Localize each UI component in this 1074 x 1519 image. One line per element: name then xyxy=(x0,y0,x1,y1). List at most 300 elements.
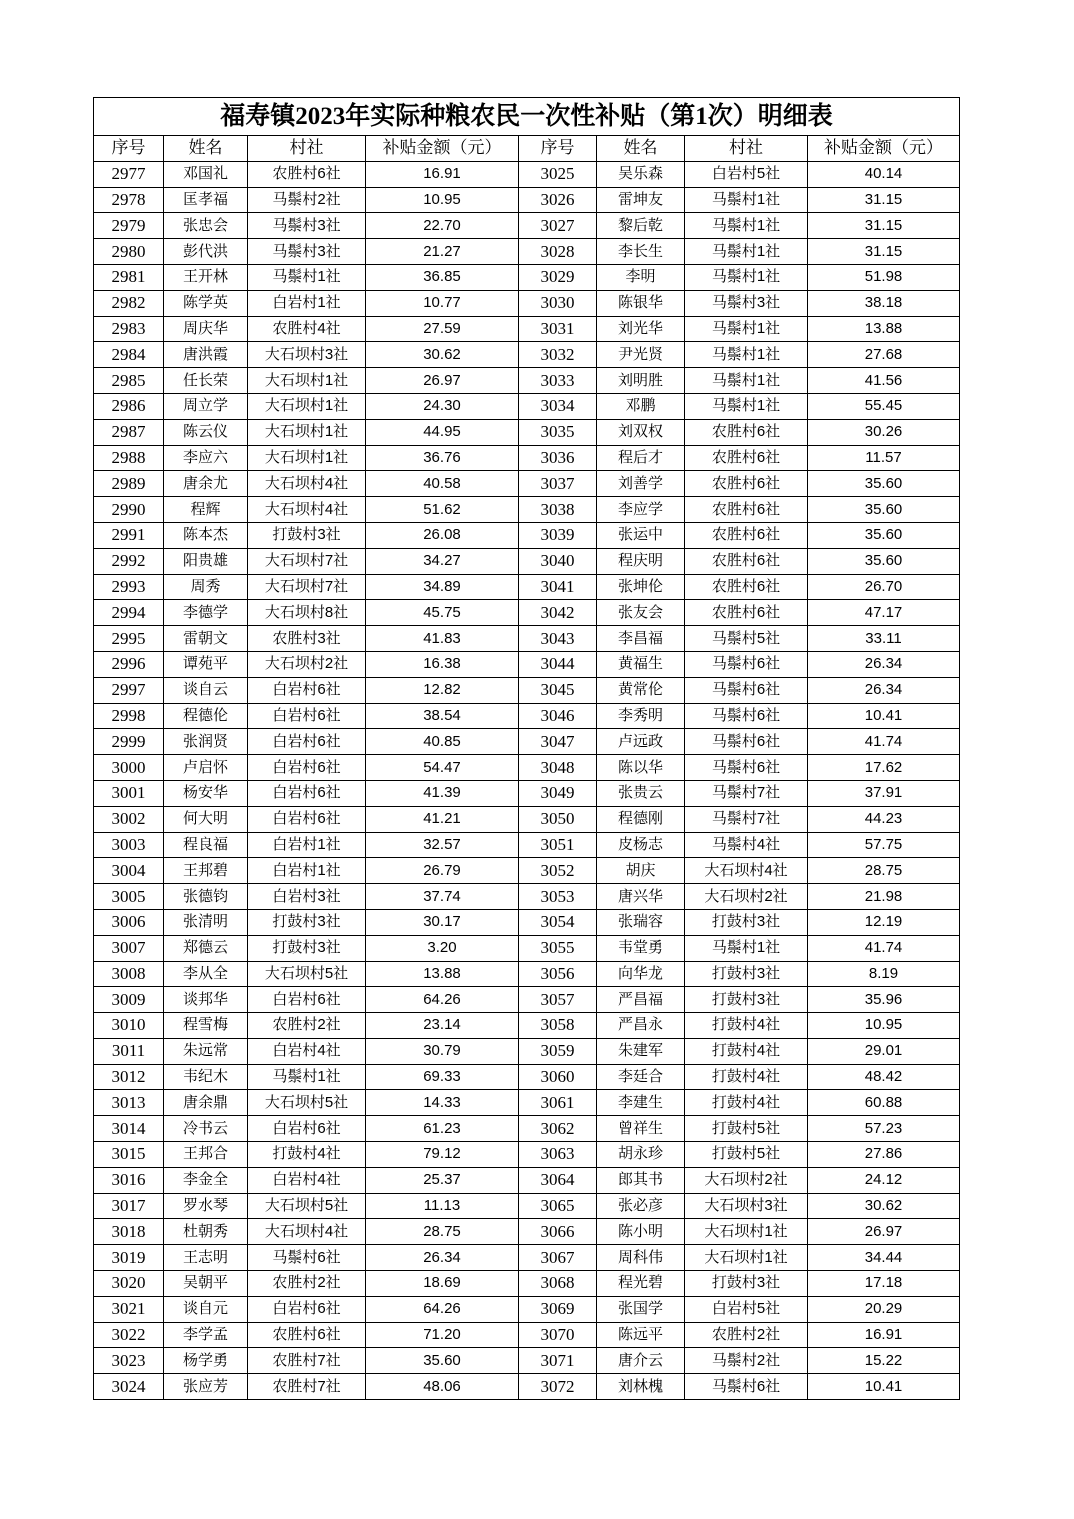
cell-seq: 3054 xyxy=(519,909,597,935)
cell-seq: 3049 xyxy=(519,780,597,806)
cell-seq: 2980 xyxy=(94,239,164,265)
cell-amount: 44.95 xyxy=(366,419,519,445)
cell-village: 马鬃村6社 xyxy=(685,755,808,781)
cell-seq: 3016 xyxy=(94,1167,164,1193)
cell-amount: 34.89 xyxy=(366,574,519,600)
cell-name: 陈本杰 xyxy=(164,522,248,548)
cell-seq: 3066 xyxy=(519,1219,597,1245)
cell-name: 卢启怀 xyxy=(164,755,248,781)
cell-village: 打鼓村4社 xyxy=(685,1064,808,1090)
cell-amount: 30.26 xyxy=(808,419,960,445)
cell-amount: 8.19 xyxy=(808,961,960,987)
cell-name: 张润贤 xyxy=(164,729,248,755)
cell-seq: 3015 xyxy=(94,1142,164,1168)
cell-amount: 30.79 xyxy=(366,1038,519,1064)
cell-seq: 3067 xyxy=(519,1245,597,1271)
cell-name: 周立学 xyxy=(164,393,248,419)
cell-amount: 40.85 xyxy=(366,729,519,755)
cell-amount: 35.96 xyxy=(808,987,960,1013)
cell-village: 白岩村6社 xyxy=(248,755,366,781)
cell-village: 大石坝村4社 xyxy=(248,497,366,523)
cell-name: 李昌福 xyxy=(597,626,685,652)
table-row xyxy=(94,1013,960,1039)
cell-seq: 3058 xyxy=(519,1013,597,1039)
table-row xyxy=(94,548,960,574)
cell-amount: 10.41 xyxy=(808,1374,960,1400)
cell-amount: 17.18 xyxy=(808,1271,960,1297)
cell-name: 彭代洪 xyxy=(164,239,248,265)
cell-name: 雷坤友 xyxy=(597,187,685,213)
cell-village: 大石坝村1社 xyxy=(248,419,366,445)
cell-amount: 48.42 xyxy=(808,1064,960,1090)
cell-seq: 3044 xyxy=(519,651,597,677)
table-row xyxy=(94,1296,960,1322)
table-row xyxy=(94,316,960,342)
cell-seq: 3021 xyxy=(94,1296,164,1322)
cell-amount: 27.86 xyxy=(808,1142,960,1168)
cell-seq: 3072 xyxy=(519,1374,597,1400)
table-row xyxy=(94,909,960,935)
cell-name: 雷朝文 xyxy=(164,626,248,652)
cell-name: 周庆华 xyxy=(164,316,248,342)
cell-village: 打鼓村3社 xyxy=(248,522,366,548)
cell-amount: 38.18 xyxy=(808,290,960,316)
table-row xyxy=(94,1167,960,1193)
cell-name: 邓国礼 xyxy=(164,161,248,187)
cell-seq: 2985 xyxy=(94,368,164,394)
table-row xyxy=(94,651,960,677)
cell-amount: 22.70 xyxy=(366,213,519,239)
cell-village: 马鬃村1社 xyxy=(685,213,808,239)
cell-amount: 34.44 xyxy=(808,1245,960,1271)
cell-seq: 3035 xyxy=(519,419,597,445)
cell-name: 张友会 xyxy=(597,600,685,626)
table-row xyxy=(94,368,960,394)
cell-amount: 32.57 xyxy=(366,832,519,858)
cell-seq: 3010 xyxy=(94,1013,164,1039)
cell-amount: 10.95 xyxy=(366,187,519,213)
cell-amount: 48.06 xyxy=(366,1374,519,1400)
cell-amount: 41.39 xyxy=(366,780,519,806)
cell-seq: 3006 xyxy=(94,909,164,935)
cell-village: 农胜村3社 xyxy=(248,626,366,652)
cell-amount: 37.91 xyxy=(808,780,960,806)
cell-name: 李秀明 xyxy=(597,703,685,729)
table-row xyxy=(94,471,960,497)
cell-village: 大石坝村7社 xyxy=(248,574,366,600)
cell-name: 朱远常 xyxy=(164,1038,248,1064)
cell-village: 大石坝村4社 xyxy=(685,858,808,884)
cell-amount: 35.60 xyxy=(366,1348,519,1374)
table-row xyxy=(94,884,960,910)
cell-amount: 13.88 xyxy=(366,961,519,987)
cell-name: 程良福 xyxy=(164,832,248,858)
cell-seq: 3023 xyxy=(94,1348,164,1374)
table-row xyxy=(94,780,960,806)
cell-amount: 35.60 xyxy=(808,471,960,497)
cell-seq: 3025 xyxy=(519,161,597,187)
cell-amount: 26.79 xyxy=(366,858,519,884)
cell-amount: 26.34 xyxy=(808,651,960,677)
header-village: 村社 xyxy=(685,136,808,162)
cell-seq: 3071 xyxy=(519,1348,597,1374)
cell-village: 打鼓村3社 xyxy=(248,909,366,935)
cell-name: 张德钧 xyxy=(164,884,248,910)
cell-amount: 27.59 xyxy=(366,316,519,342)
cell-village: 大石坝村8社 xyxy=(248,600,366,626)
cell-amount: 18.69 xyxy=(366,1271,519,1297)
cell-amount: 11.13 xyxy=(366,1193,519,1219)
cell-amount: 36.85 xyxy=(366,264,519,290)
cell-seq: 2998 xyxy=(94,703,164,729)
cell-amount: 64.26 xyxy=(366,987,519,1013)
cell-name: 程辉 xyxy=(164,497,248,523)
cell-name: 韦堂勇 xyxy=(597,935,685,961)
cell-village: 打鼓村5社 xyxy=(685,1142,808,1168)
cell-seq: 3000 xyxy=(94,755,164,781)
cell-amount: 51.62 xyxy=(366,497,519,523)
cell-seq: 3014 xyxy=(94,1116,164,1142)
cell-seq: 3026 xyxy=(519,187,597,213)
cell-seq: 3064 xyxy=(519,1167,597,1193)
cell-name: 何大明 xyxy=(164,806,248,832)
cell-seq: 2988 xyxy=(94,445,164,471)
cell-village: 大石坝村7社 xyxy=(248,548,366,574)
cell-seq: 3032 xyxy=(519,342,597,368)
cell-seq: 2997 xyxy=(94,677,164,703)
table-row xyxy=(94,600,960,626)
cell-village: 农胜村7社 xyxy=(248,1348,366,1374)
table-row xyxy=(94,935,960,961)
cell-amount: 11.57 xyxy=(808,445,960,471)
cell-amount: 54.47 xyxy=(366,755,519,781)
cell-name: 胡庆 xyxy=(597,858,685,884)
cell-seq: 2991 xyxy=(94,522,164,548)
cell-name: 周秀 xyxy=(164,574,248,600)
cell-village: 大石坝村1社 xyxy=(248,445,366,471)
table-row xyxy=(94,393,960,419)
cell-amount: 3.20 xyxy=(366,935,519,961)
cell-seq: 2982 xyxy=(94,290,164,316)
cell-village: 白岩村6社 xyxy=(248,806,366,832)
cell-amount: 28.75 xyxy=(366,1219,519,1245)
cell-village: 白岩村6社 xyxy=(248,703,366,729)
cell-village: 大石坝村1社 xyxy=(248,393,366,419)
cell-name: 张必彦 xyxy=(597,1193,685,1219)
table-row xyxy=(94,161,960,187)
cell-name: 程光碧 xyxy=(597,1271,685,1297)
cell-name: 张国学 xyxy=(597,1296,685,1322)
cell-seq: 3017 xyxy=(94,1193,164,1219)
table-row xyxy=(94,1116,960,1142)
cell-name: 王邦碧 xyxy=(164,858,248,884)
cell-name: 王开林 xyxy=(164,264,248,290)
table-row xyxy=(94,497,960,523)
cell-seq: 3061 xyxy=(519,1090,597,1116)
cell-village: 打鼓村4社 xyxy=(685,1013,808,1039)
cell-seq: 2992 xyxy=(94,548,164,574)
cell-name: 陈以华 xyxy=(597,755,685,781)
cell-amount: 29.01 xyxy=(808,1038,960,1064)
cell-seq: 3053 xyxy=(519,884,597,910)
cell-amount: 17.62 xyxy=(808,755,960,781)
cell-seq: 3018 xyxy=(94,1219,164,1245)
cell-village: 打鼓村4社 xyxy=(685,1090,808,1116)
cell-village: 大石坝村1社 xyxy=(685,1245,808,1271)
cell-name: 唐兴华 xyxy=(597,884,685,910)
cell-village: 农胜村2社 xyxy=(685,1322,808,1348)
cell-seq: 3004 xyxy=(94,858,164,884)
cell-amount: 16.91 xyxy=(366,161,519,187)
cell-village: 白岩村1社 xyxy=(248,832,366,858)
cell-village: 马鬃村1社 xyxy=(248,1064,366,1090)
table-row xyxy=(94,239,960,265)
cell-amount: 16.38 xyxy=(366,651,519,677)
cell-village: 马鬃村7社 xyxy=(685,806,808,832)
cell-village: 大石坝村2社 xyxy=(248,651,366,677)
cell-amount: 38.54 xyxy=(366,703,519,729)
table-row xyxy=(94,445,960,471)
cell-village: 大石坝村3社 xyxy=(248,342,366,368)
cell-name: 陈学英 xyxy=(164,290,248,316)
cell-village: 大石坝村5社 xyxy=(248,1193,366,1219)
cell-village: 马鬃村3社 xyxy=(248,213,366,239)
cell-village: 大石坝村2社 xyxy=(685,1167,808,1193)
cell-amount: 36.76 xyxy=(366,445,519,471)
cell-amount: 41.56 xyxy=(808,368,960,394)
cell-seq: 3030 xyxy=(519,290,597,316)
cell-seq: 3024 xyxy=(94,1374,164,1400)
cell-amount: 45.75 xyxy=(366,600,519,626)
cell-seq: 3007 xyxy=(94,935,164,961)
cell-name: 阳贵雄 xyxy=(164,548,248,574)
cell-amount: 10.77 xyxy=(366,290,519,316)
cell-village: 大石坝村4社 xyxy=(248,471,366,497)
cell-seq: 3038 xyxy=(519,497,597,523)
cell-amount: 14.33 xyxy=(366,1090,519,1116)
cell-name: 李应六 xyxy=(164,445,248,471)
cell-seq: 3043 xyxy=(519,626,597,652)
cell-name: 李应学 xyxy=(597,497,685,523)
cell-seq: 2987 xyxy=(94,419,164,445)
cell-name: 张坤伦 xyxy=(597,574,685,600)
cell-name: 李建生 xyxy=(597,1090,685,1116)
cell-seq: 3028 xyxy=(519,239,597,265)
cell-village: 农胜村6社 xyxy=(685,522,808,548)
cell-village: 马鬃村6社 xyxy=(685,1374,808,1400)
cell-seq: 3055 xyxy=(519,935,597,961)
cell-village: 马鬃村6社 xyxy=(685,703,808,729)
cell-amount: 13.88 xyxy=(808,316,960,342)
cell-village: 白岩村5社 xyxy=(685,1296,808,1322)
cell-village: 马鬃村6社 xyxy=(685,729,808,755)
cell-name: 程雪梅 xyxy=(164,1013,248,1039)
cell-seq: 3056 xyxy=(519,961,597,987)
cell-village: 打鼓村3社 xyxy=(685,909,808,935)
cell-amount: 33.11 xyxy=(808,626,960,652)
header-row xyxy=(94,136,960,162)
cell-seq: 3011 xyxy=(94,1038,164,1064)
cell-name: 黎后乾 xyxy=(597,213,685,239)
cell-amount: 21.98 xyxy=(808,884,960,910)
cell-name: 王邦合 xyxy=(164,1142,248,1168)
cell-village: 马鬃村3社 xyxy=(248,239,366,265)
cell-seq: 2999 xyxy=(94,729,164,755)
cell-amount: 30.17 xyxy=(366,909,519,935)
cell-village: 农胜村2社 xyxy=(248,1013,366,1039)
cell-amount: 20.29 xyxy=(808,1296,960,1322)
cell-seq: 2993 xyxy=(94,574,164,600)
table-row xyxy=(94,419,960,445)
cell-amount: 21.27 xyxy=(366,239,519,265)
table-row xyxy=(94,858,960,884)
cell-name: 李明 xyxy=(597,264,685,290)
title-row xyxy=(94,98,960,136)
cell-village: 农胜村2社 xyxy=(248,1271,366,1297)
cell-name: 吴乐森 xyxy=(597,161,685,187)
cell-name: 李从全 xyxy=(164,961,248,987)
cell-seq: 3048 xyxy=(519,755,597,781)
cell-seq: 2996 xyxy=(94,651,164,677)
cell-village: 白岩村6社 xyxy=(248,677,366,703)
table-row xyxy=(94,1142,960,1168)
cell-amount: 40.14 xyxy=(808,161,960,187)
cell-amount: 51.98 xyxy=(808,264,960,290)
cell-name: 程后才 xyxy=(597,445,685,471)
cell-name: 向华龙 xyxy=(597,961,685,987)
cell-village: 打鼓村5社 xyxy=(685,1116,808,1142)
cell-amount: 41.83 xyxy=(366,626,519,652)
cell-seq: 3022 xyxy=(94,1322,164,1348)
cell-name: 冷书云 xyxy=(164,1116,248,1142)
cell-amount: 26.97 xyxy=(366,368,519,394)
cell-village: 农胜村6社 xyxy=(685,419,808,445)
cell-name: 程德伦 xyxy=(164,703,248,729)
cell-village: 马鬃村6社 xyxy=(685,651,808,677)
cell-seq: 3020 xyxy=(94,1271,164,1297)
subsidy-table xyxy=(93,97,960,1400)
cell-village: 打鼓村3社 xyxy=(248,935,366,961)
table-row xyxy=(94,1271,960,1297)
cell-seq: 3041 xyxy=(519,574,597,600)
cell-name: 陈远平 xyxy=(597,1322,685,1348)
header-seq: 序号 xyxy=(94,136,164,162)
cell-seq: 3051 xyxy=(519,832,597,858)
cell-seq: 3042 xyxy=(519,600,597,626)
cell-village: 白岩村4社 xyxy=(248,1038,366,1064)
cell-village: 打鼓村3社 xyxy=(685,961,808,987)
cell-village: 打鼓村3社 xyxy=(685,987,808,1013)
cell-seq: 3013 xyxy=(94,1090,164,1116)
cell-amount: 31.15 xyxy=(808,187,960,213)
cell-name: 李长生 xyxy=(597,239,685,265)
table-row xyxy=(94,1038,960,1064)
cell-seq: 3050 xyxy=(519,806,597,832)
cell-name: 严昌福 xyxy=(597,987,685,1013)
cell-name: 朱建军 xyxy=(597,1038,685,1064)
cell-village: 大石坝村3社 xyxy=(685,1193,808,1219)
cell-village: 白岩村6社 xyxy=(248,1296,366,1322)
cell-seq: 3060 xyxy=(519,1064,597,1090)
cell-seq: 3008 xyxy=(94,961,164,987)
table-row xyxy=(94,1322,960,1348)
cell-amount: 26.97 xyxy=(808,1219,960,1245)
cell-seq: 2986 xyxy=(94,393,164,419)
cell-village: 白岩村1社 xyxy=(248,290,366,316)
cell-name: 周科伟 xyxy=(597,1245,685,1271)
cell-seq: 3003 xyxy=(94,832,164,858)
cell-amount: 69.33 xyxy=(366,1064,519,1090)
cell-village: 白岩村3社 xyxy=(248,884,366,910)
table-row xyxy=(94,1348,960,1374)
cell-seq: 2977 xyxy=(94,161,164,187)
cell-seq: 2995 xyxy=(94,626,164,652)
cell-seq: 3069 xyxy=(519,1296,597,1322)
cell-name: 刘林槐 xyxy=(597,1374,685,1400)
table-title: 福寿镇2023年实际种粮农民一次性补贴（第1次）明细表 xyxy=(94,98,960,136)
cell-village: 白岩村6社 xyxy=(248,1116,366,1142)
table-row xyxy=(94,290,960,316)
cell-seq: 3059 xyxy=(519,1038,597,1064)
cell-seq: 3062 xyxy=(519,1116,597,1142)
cell-name: 曾祥生 xyxy=(597,1116,685,1142)
cell-seq: 3046 xyxy=(519,703,597,729)
cell-village: 白岩村4社 xyxy=(248,1167,366,1193)
cell-name: 张瑞容 xyxy=(597,909,685,935)
cell-amount: 12.82 xyxy=(366,677,519,703)
cell-seq: 3065 xyxy=(519,1193,597,1219)
cell-amount: 24.12 xyxy=(808,1167,960,1193)
header-name: 姓名 xyxy=(597,136,685,162)
cell-name: 唐余鼎 xyxy=(164,1090,248,1116)
cell-village: 打鼓村3社 xyxy=(685,1271,808,1297)
cell-amount: 61.23 xyxy=(366,1116,519,1142)
cell-village: 马鬃村1社 xyxy=(685,393,808,419)
table-row xyxy=(94,1245,960,1271)
cell-seq: 3037 xyxy=(519,471,597,497)
cell-village: 农胜村7社 xyxy=(248,1374,366,1400)
cell-name: 李德学 xyxy=(164,600,248,626)
table-row xyxy=(94,574,960,600)
cell-village: 白岩村6社 xyxy=(248,987,366,1013)
cell-name: 胡永珍 xyxy=(597,1142,685,1168)
cell-village: 农胜村6社 xyxy=(248,161,366,187)
table-body xyxy=(94,161,960,1399)
cell-name: 刘双权 xyxy=(597,419,685,445)
cell-name: 卢远政 xyxy=(597,729,685,755)
cell-amount: 16.91 xyxy=(808,1322,960,1348)
cell-village: 大石坝村1社 xyxy=(248,368,366,394)
cell-village: 农胜村6社 xyxy=(685,471,808,497)
cell-name: 杜朝秀 xyxy=(164,1219,248,1245)
cell-village: 大石坝村5社 xyxy=(248,961,366,987)
cell-name: 张运中 xyxy=(597,522,685,548)
cell-name: 张清明 xyxy=(164,909,248,935)
cell-village: 农胜村6社 xyxy=(685,497,808,523)
table-row xyxy=(94,213,960,239)
cell-amount: 35.60 xyxy=(808,548,960,574)
cell-village: 白岩村6社 xyxy=(248,780,366,806)
cell-village: 打鼓村4社 xyxy=(685,1038,808,1064)
cell-seq: 3040 xyxy=(519,548,597,574)
cell-seq: 3031 xyxy=(519,316,597,342)
cell-seq: 3063 xyxy=(519,1142,597,1168)
cell-name: 陈银华 xyxy=(597,290,685,316)
table-row xyxy=(94,522,960,548)
cell-seq: 3047 xyxy=(519,729,597,755)
cell-seq: 2989 xyxy=(94,471,164,497)
cell-amount: 27.68 xyxy=(808,342,960,368)
